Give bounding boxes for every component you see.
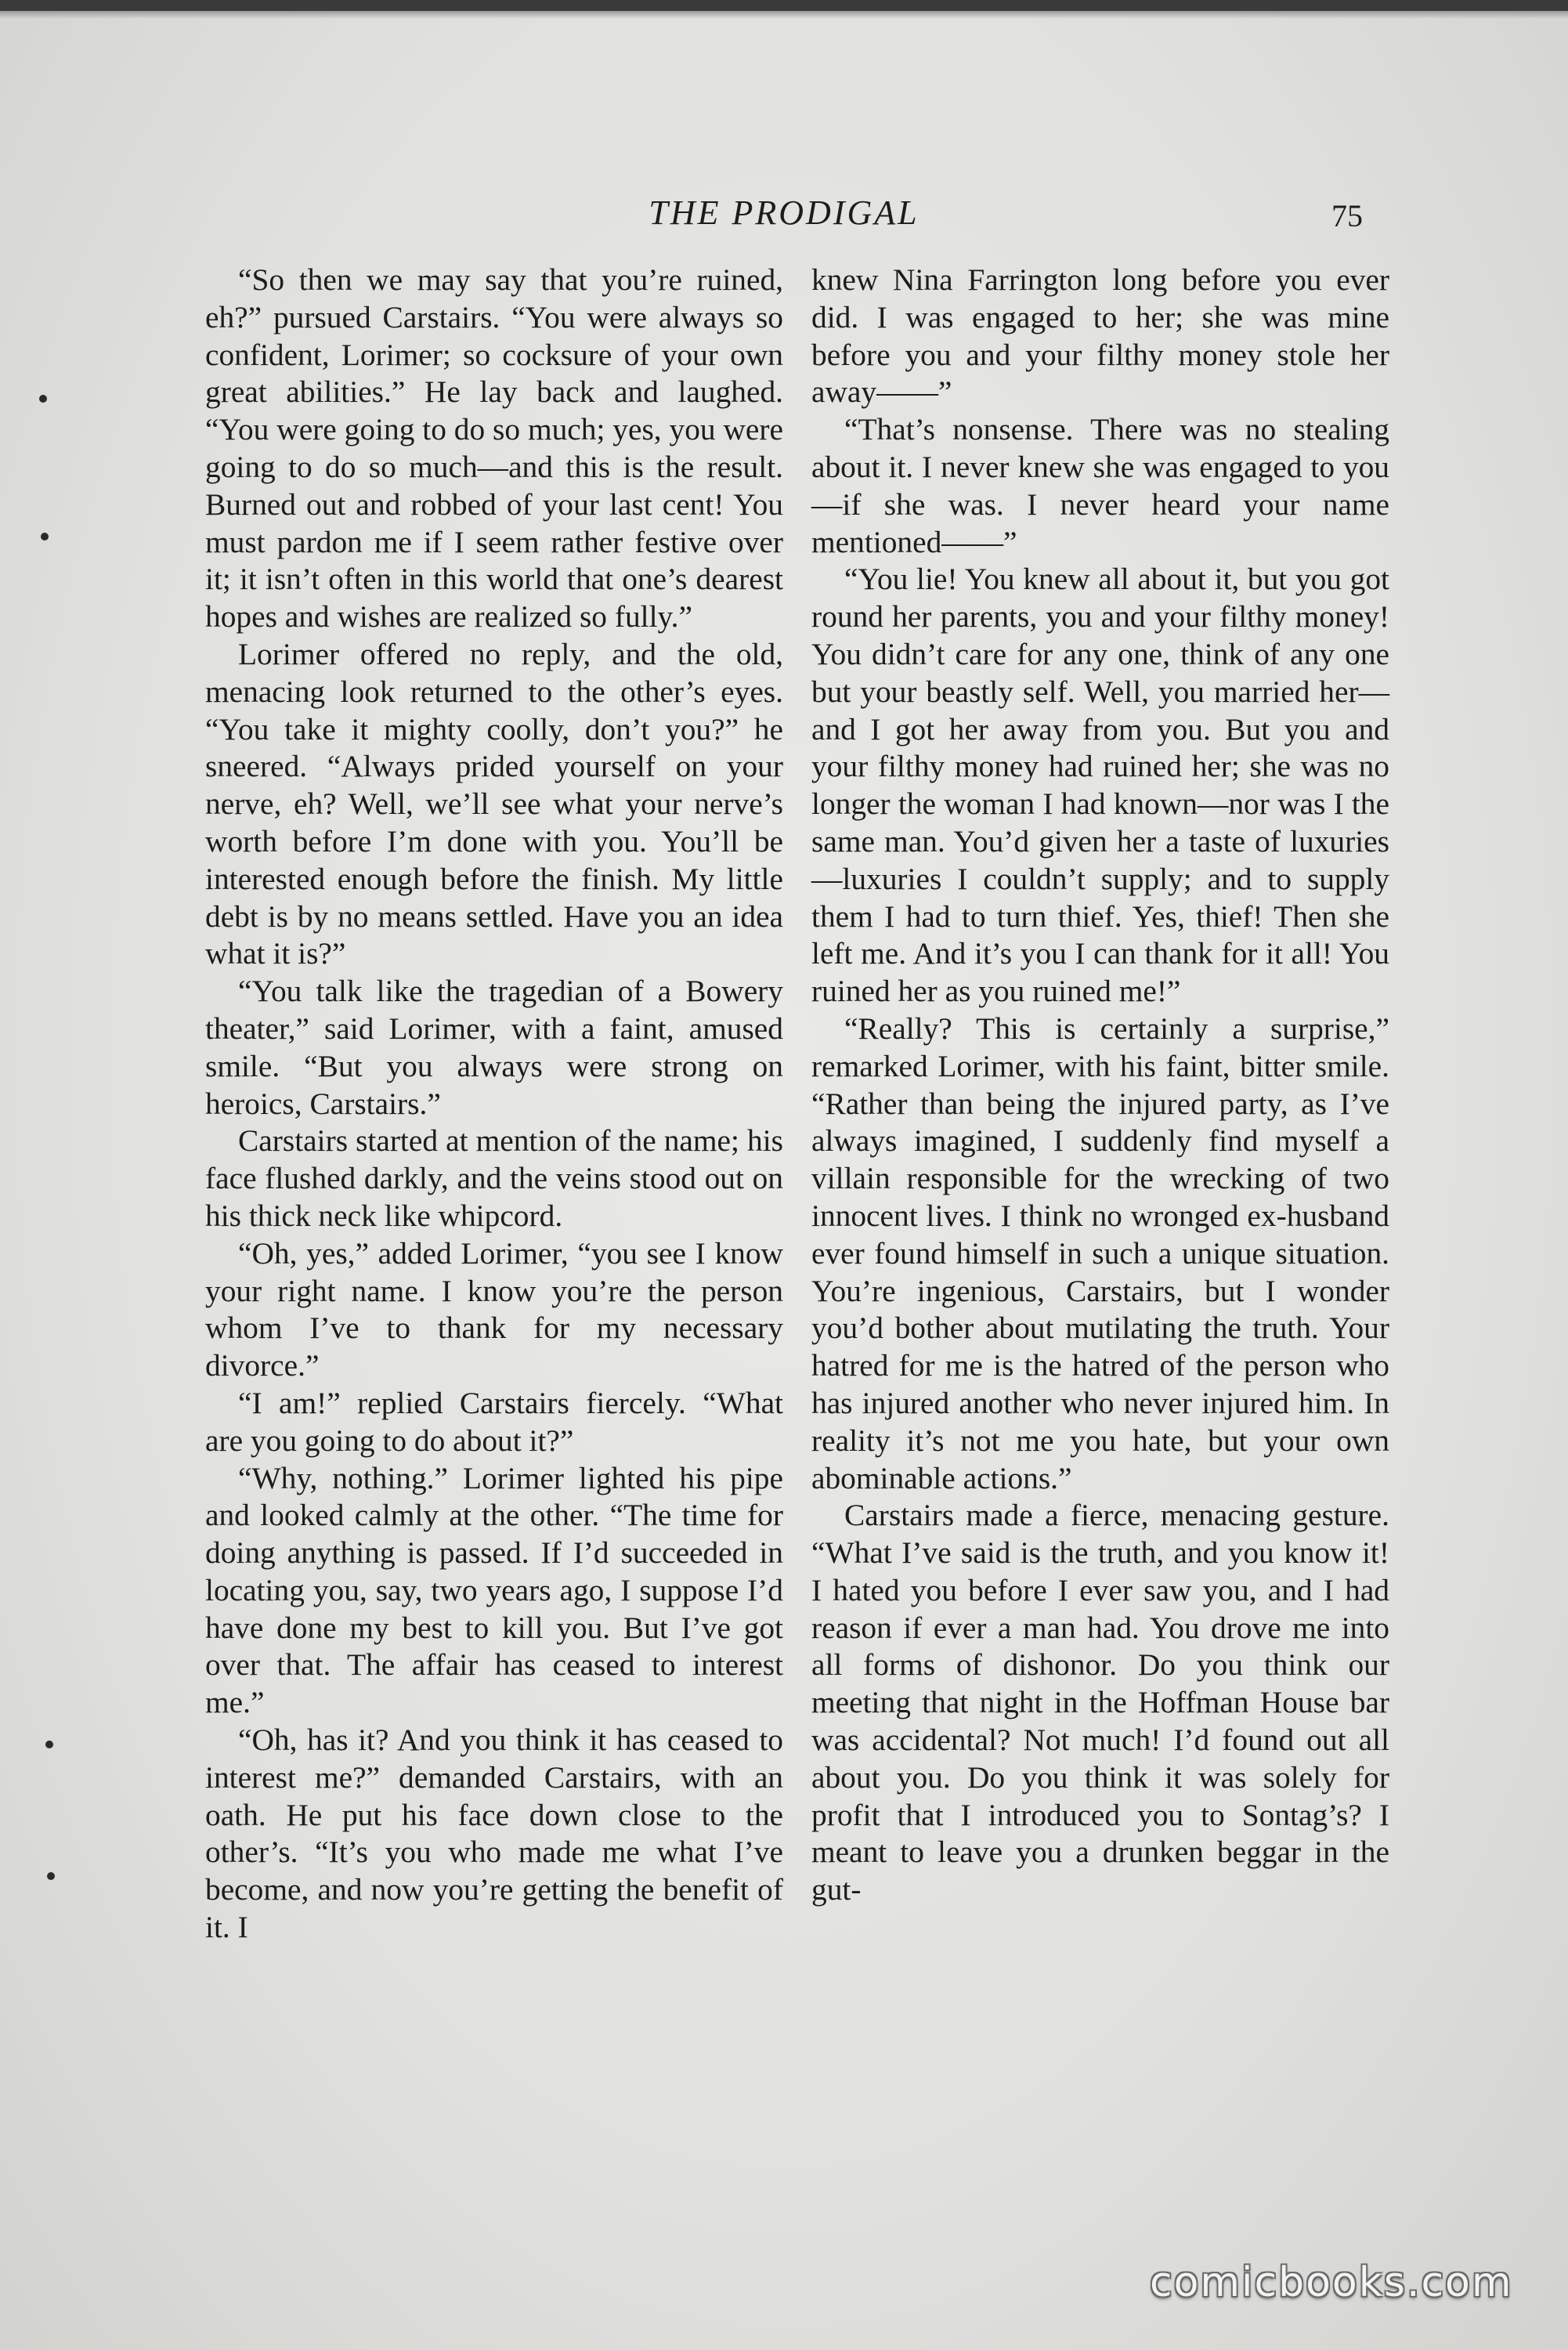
site-watermark: comicbooks.com — [1150, 2259, 1513, 2306]
paragraph: “You talk like the tragedian of a Bowery theater,” said Lorimer, with a faint, amused smile. “But you always were strong on heroics, Carstairs.” — [205, 974, 783, 1121]
paragraph: “Oh, has it? And you think it has ceased to interest me?” demanded Carstairs, with an oath. He put his face down close to the other’s. “It’s you who made me what I’ve become, and now you’re getting the benefit of it. I — [205, 1723, 783, 1945]
margin-mark — [47, 1872, 55, 1880]
paragraph: Lorimer offered no reply, and the old, menacing look returned to the other’s eyes. “You take it mighty coolly, don’t you?” he sneered. “Always prided yourself on your nerve, eh? Well, we’ll see what your nerve’s worth before I’m done with you. You’ll be interested enough before the finish. My little debt is by no means settled. Have you an idea what it is?” — [205, 636, 783, 971]
paragraph: “I am!” replied Carstairs fiercely. “What are you going to do about it?” — [205, 1385, 783, 1458]
running-header-title: THE PRODIGAL — [649, 193, 919, 232]
paragraph: Carstairs made a fierce, menacing gesture. “What I’ve said is the truth, and you know it! I hated you before I ever saw you, and I had reason if ever a man had. You drove me into all forms of dishonor. Do you think our meeting that night in the Hoffman House bar was accidental? Not much! I’d found out all about you. Do you think it was solely for profit that I introduced you to Sontag’s? I meant to leave you a drunken beggar in the gut- — [811, 1498, 1389, 1907]
page-top-shadow — [0, 11, 1568, 19]
paragraph: “You lie! You knew all about it, but you got round her parents, you and your filthy money! You didn’t care for any one, think of any one but your beastly self. Well, you married her—and I got her away from you. But you and your filthy money had ruined her; she was no longer the woman I had known—nor was I the same man. You’d given her a taste of luxuries—luxuries I couldn’t supply; and to supply them I had to turn thief. Yes, thief! Then she left me. And it’s you I can thank for it all! You ruined her as you ruined me!” — [811, 562, 1389, 1009]
margin-mark — [41, 533, 49, 540]
paragraph: Carstairs started at mention of the name; his face flushed darkly, and the veins stood out on his thick neck like whipcord. — [205, 1123, 783, 1233]
paragraph: “So then we may say that you’re ruined, eh?” pursued Carstairs. “You were always so confident, Lorimer; so cocksure of your own great abilities.” He lay back and laughed. “You were going to do so much; yes, you were going to do so much—and this is the result. Burned out and robbed of your last cent! You must pardon me if I seem rather festive over it; it isn’t often in this world that one’s dearest hopes and wishes are realized so fully.” — [205, 262, 783, 634]
margin-mark — [39, 395, 47, 403]
page-top-edge — [0, 0, 1568, 11]
text-column-left — [205, 262, 783, 1947]
page-number: 75 — [1331, 198, 1363, 233]
text-column-right — [811, 262, 1389, 1909]
margin-mark — [45, 1741, 53, 1748]
paragraph: “Oh, yes,” added Lorimer, “you see I know your right name. I know you’re the person whom I’ve to thank for my necessary divorce.” — [205, 1235, 783, 1383]
paragraph-continued: knew Nina Farrington long before you ever did. I was engaged to her; she was mine before you and your filthy money stole her away——” — [811, 262, 1389, 410]
paragraph: “Really? This is certainly a surprise,” remarked Lorimer, with his faint, bitter smile. “Rather than being the injured party, as I’ve always imagined, I suddenly find myself a villain responsible for the wrecking of two innocent lives. I think no wronged ex-husband ever found himself in such a unique situation. You’re ingenious, Carstairs, but I wonder you’d bother about mutilating the truth. Your hatred for me is the hatred of the person who has injured another who never injured him. In reality it’s not me you hate, but your own abominable actions.” — [811, 1010, 1389, 1495]
paragraph: “That’s nonsense. There was no stealing about it. I never knew she was engaged to you—if she was. I never heard your name mentioned——” — [811, 412, 1389, 559]
paragraph: “Why, nothing.” Lorimer lighted his pipe and looked calmly at the other. “The time for doing anything is passed. If I’d succeeded in locating you, say, two years ago, I suppose I’d have done my best to kill you. But I’ve got over that. The affair has ceased to interest me.” — [205, 1460, 783, 1720]
